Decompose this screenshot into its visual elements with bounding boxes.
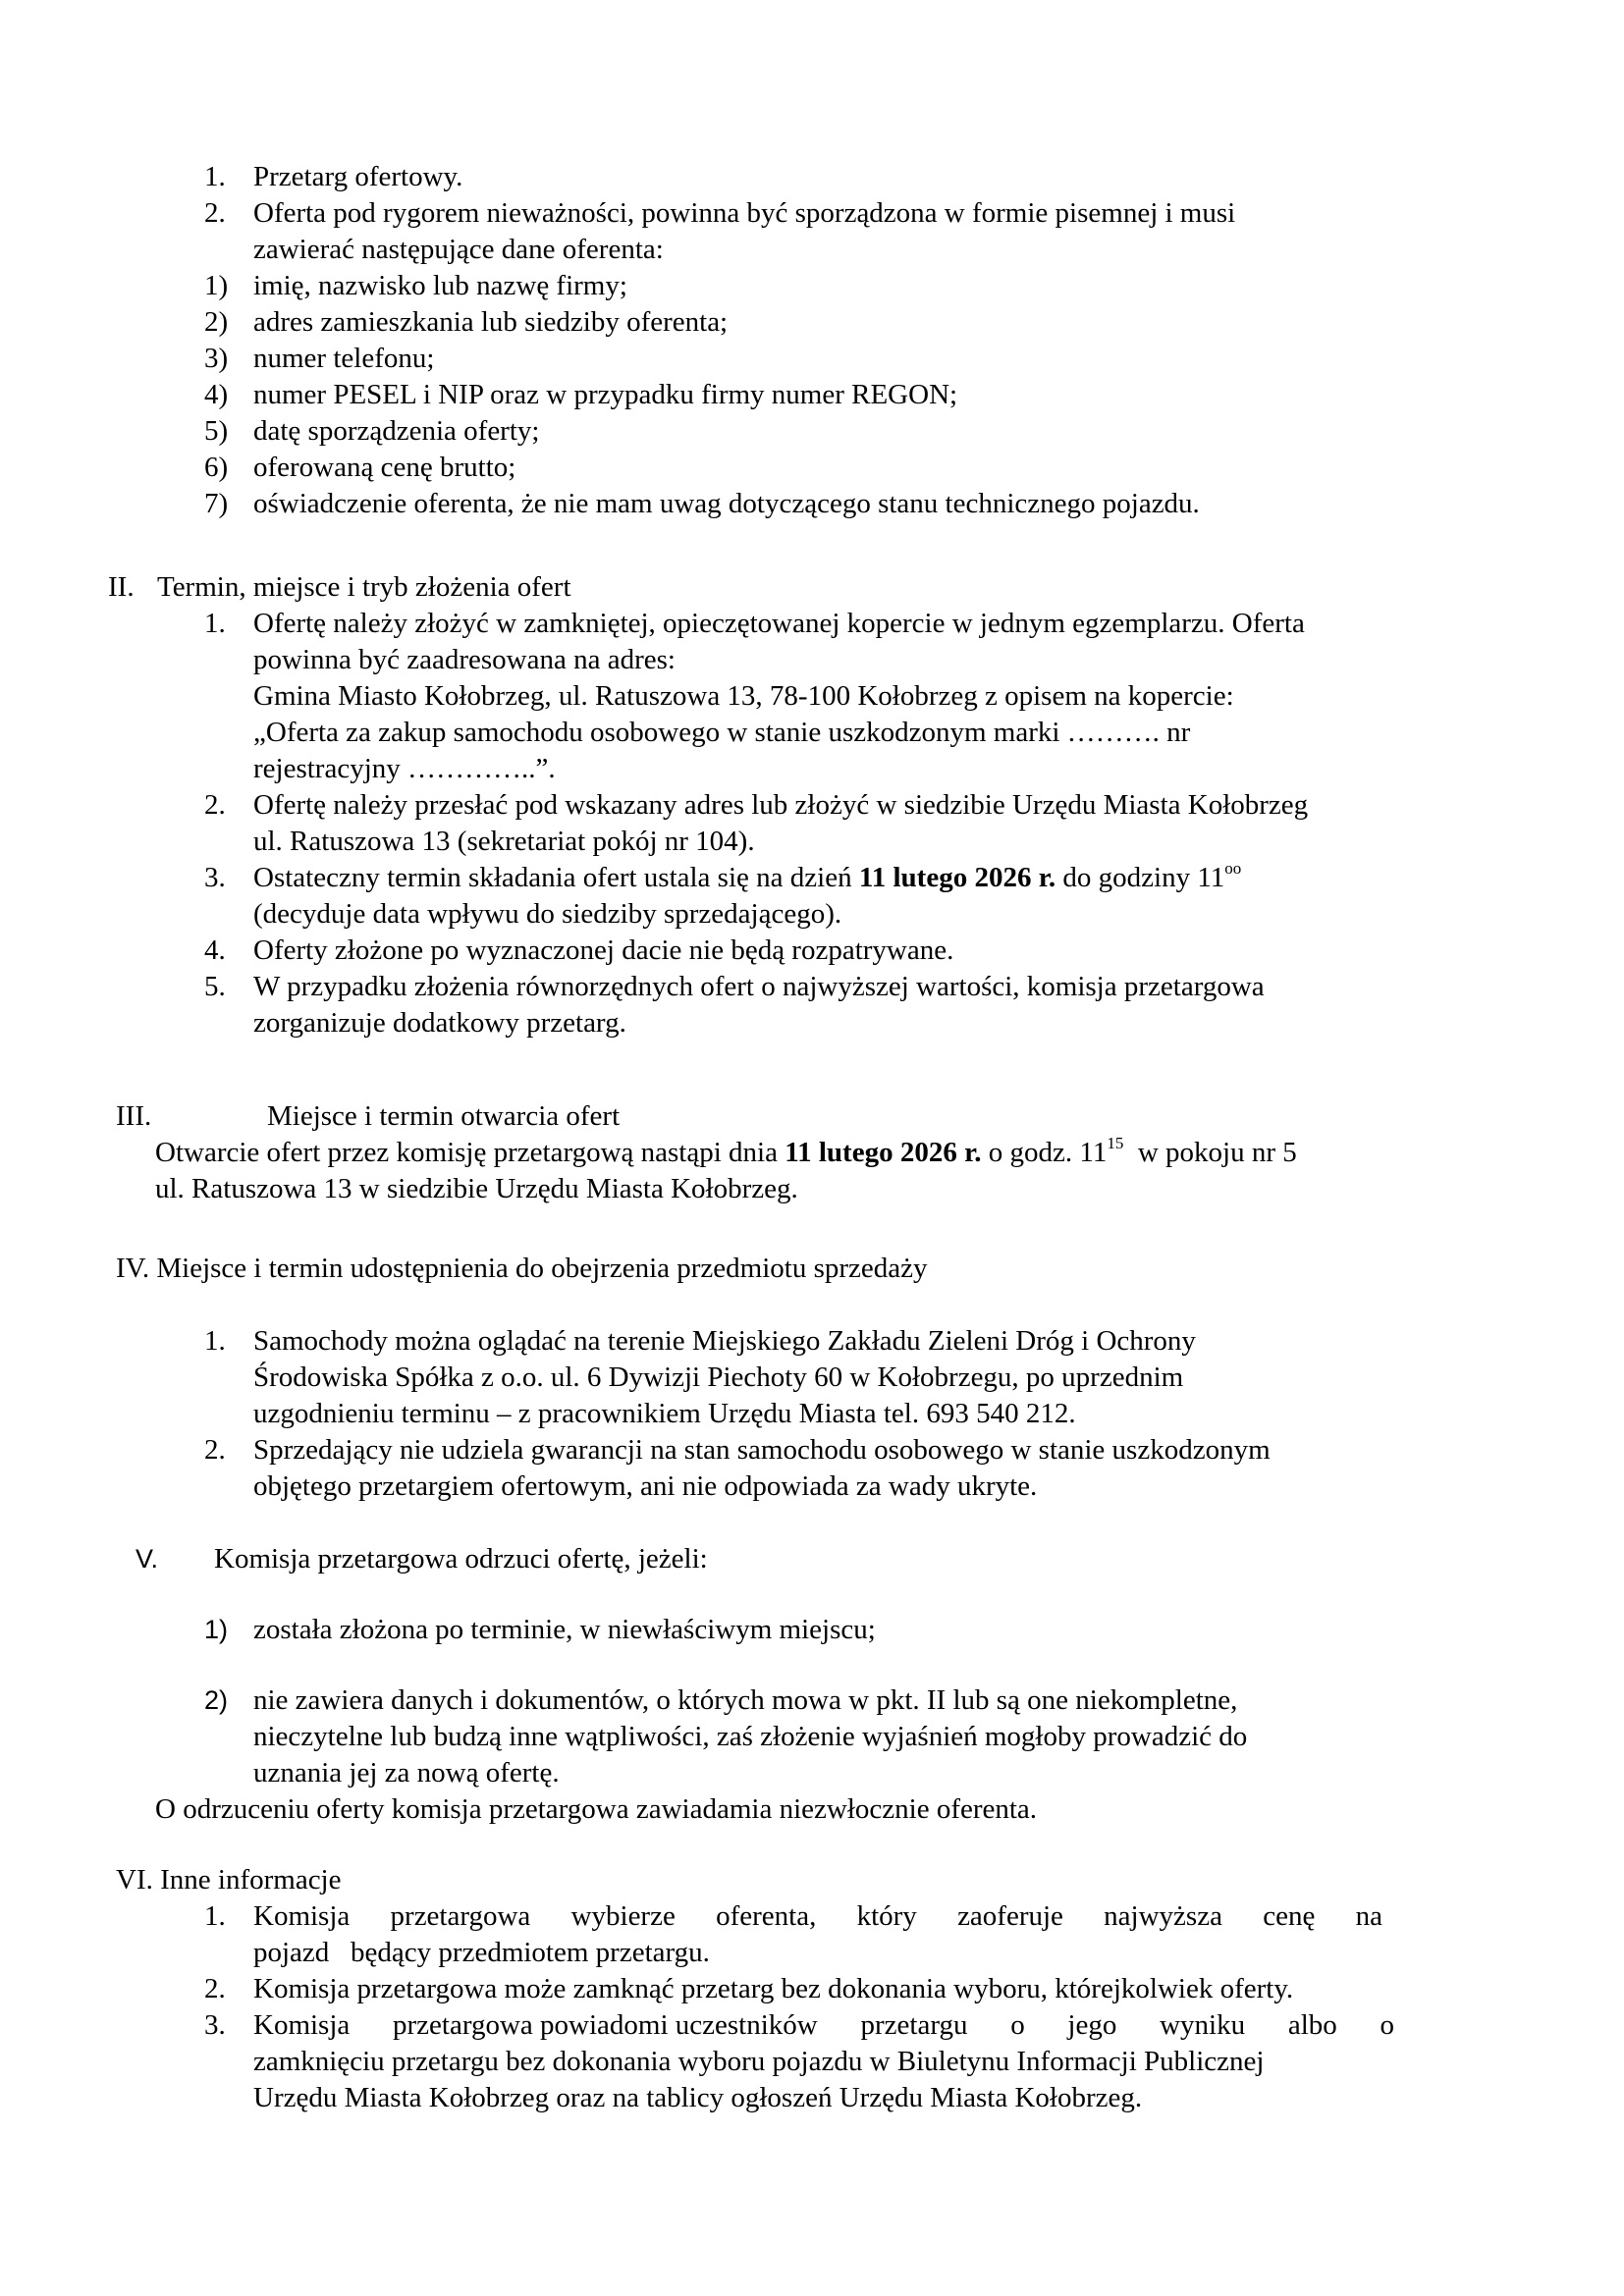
justified-word: Komisja bbox=[253, 1900, 351, 1932]
list-item-justified-line bbox=[253, 1898, 1382, 1935]
sublist-item-text: numer telefonu; bbox=[253, 343, 435, 374]
sublist-item-text: imię, nazwisko lub nazwę firmy; bbox=[253, 270, 627, 301]
list-item-text: zawierać następujące dane oferenta: bbox=[253, 234, 664, 265]
section-heading: Miejsce i termin otwarcia ofert bbox=[267, 1100, 621, 1132]
rejection-notice: O odrzuceniu oferty komisja przetargowa zawiadamia niezwłocznie oferenta. bbox=[155, 1793, 1038, 1825]
list-number: 3. bbox=[204, 862, 226, 893]
sublist-number: 1) bbox=[204, 270, 229, 301]
list-number: 5. bbox=[204, 971, 226, 1002]
justified-word: cenę bbox=[1263, 1900, 1316, 1932]
opening-time-text: o godz. 11 bbox=[981, 1137, 1108, 1168]
list-number: 1. bbox=[204, 1325, 226, 1357]
sublist-item-text: oświadczenie oferenta, że nie mam uwag dotyczącego stanu technicznego pojazdu. bbox=[253, 488, 1200, 519]
list-item-text: Środowiska Spółka z o.o. ul. 6 Dywizji Piechoty 60 w Kołobrzegu, po uprzednim bbox=[253, 1362, 1184, 1393]
sublist-number: 2) bbox=[204, 1685, 229, 1715]
section-numeral: III. bbox=[116, 1100, 152, 1132]
list-number: 2. bbox=[204, 789, 226, 821]
justified-word: na bbox=[1355, 1900, 1382, 1932]
deadline-line bbox=[253, 860, 1241, 896]
list-item-text: Ofertę należy złożyć w zamkniętej, opieczętowanej kopercie w jednym egzemplarzu. Oferta bbox=[253, 608, 1305, 639]
list-item-text: Urzędu Miasta Kołobrzeg oraz na tablicy ogłoszeń Urzędu Miasta Kołobrzeg. bbox=[253, 2082, 1143, 2113]
sublist-item-text: adres zamieszkania lub siedziby oferenta; bbox=[253, 306, 729, 338]
section-heading: Termin, miejsce i tryb złożenia ofert bbox=[157, 571, 571, 603]
list-number: 1. bbox=[204, 608, 226, 639]
sublist-number: 3) bbox=[204, 343, 229, 374]
envelope-label: rejestracyjny …………..”. bbox=[253, 753, 556, 784]
list-item-text: W przypadku złożenia równorzędnych ofert o najwyższej wartości, komisja przetargowa bbox=[253, 971, 1265, 1002]
section-title: Inne informacje bbox=[160, 1864, 342, 1896]
opening-location: ul. Ratuszowa 13 w siedzibie Urzędu Miasta Kołobrzeg. bbox=[155, 1173, 798, 1204]
list-item-justified-line bbox=[253, 2007, 1394, 2044]
list-item-text: Oferta pod rygorem nieważności, powinna być sporządzona w formie pisemnej i musi bbox=[253, 197, 1236, 229]
opening-text: Otwarcie ofert przez komisję przetargową nastąpi dnia bbox=[155, 1137, 785, 1168]
section-title: Miejsce i termin udostępnienia do obejrzenia przedmiotu sprzedaży bbox=[156, 1253, 928, 1284]
list-item-text: Ofertę należy przesłać pod wskazany adres lub złożyć w siedzibie Urzędu Miasta Kołobrzeg bbox=[253, 789, 1309, 821]
sublist-number: 2) bbox=[204, 306, 229, 338]
deadline-text: Ostateczny termin składania ofert ustala się na dzień bbox=[253, 862, 859, 893]
section-numeral: II. bbox=[108, 571, 135, 603]
opening-room: w pokoju nr 5 bbox=[1123, 1137, 1297, 1168]
justified-word: jego bbox=[1067, 2009, 1117, 2041]
list-item-text: Samochody można oglądać na terenie Miejskiego Zakładu Zieleni Dróg i Ochrony bbox=[253, 1325, 1196, 1357]
justified-word: oferenta, bbox=[716, 1900, 817, 1932]
justified-word: wyniku bbox=[1160, 2009, 1246, 2041]
section-numeral: IV. bbox=[116, 1253, 150, 1284]
justified-word: przetargowa powiadomi uczestników bbox=[393, 2009, 818, 2041]
section-numeral: V. bbox=[135, 1544, 159, 1574]
list-item-text: zamknięciu przetargu bez dokonania wyboru pojazdu w Biuletynu Informacji Publicznej bbox=[253, 2046, 1265, 2077]
list-number: 2. bbox=[204, 1434, 226, 1466]
list-item-text: objętego przetargiem ofertowym, ani nie odpowiada za wady ukryte. bbox=[253, 1470, 1038, 1502]
sublist-item-text: oferowaną cenę brutto; bbox=[253, 452, 516, 483]
justified-word: o bbox=[1010, 2009, 1025, 2041]
sublist-number: 6) bbox=[204, 452, 229, 483]
deadline-date: 11 lutego 2026 r. bbox=[858, 862, 1056, 893]
justified-word: przetargu bbox=[860, 2009, 968, 2041]
list-item-text: pojazd będący przedmiotem przetargu. bbox=[253, 1937, 710, 1968]
sublist-number: 7) bbox=[204, 488, 229, 519]
list-item-text: Komisja przetargowa może zamknąć przetarg bez dokonania wyboru, którejkolwiek oferty. bbox=[253, 1973, 1294, 2004]
justified-word: zaoferuje bbox=[957, 1900, 1063, 1932]
list-number: 2. bbox=[204, 197, 226, 229]
list-item-text: ul. Ratuszowa 13 (sekretariat pokój nr 104). bbox=[253, 826, 755, 857]
sublist-number: 1) bbox=[204, 1615, 229, 1644]
justified-word: wybierze bbox=[570, 1900, 676, 1932]
opening-time-minutes: 15 bbox=[1107, 1134, 1124, 1153]
opening-date: 11 lutego 2026 r. bbox=[785, 1137, 982, 1168]
justified-word: albo bbox=[1287, 2009, 1337, 2041]
list-item-text: (decyduje data wpływu do siedziby sprzedającego). bbox=[253, 898, 842, 930]
list-number: 1. bbox=[204, 1900, 226, 1932]
section-numeral: VI. bbox=[116, 1864, 153, 1896]
list-number: 3. bbox=[204, 2009, 226, 2041]
list-item-text: zorganizuje dodatkowy przetarg. bbox=[253, 1007, 626, 1039]
sublist-item-text: nieczytelne lub budzą inne wątpliwości, zaś złożenie wyjaśnień mogłoby prowadzić do bbox=[253, 1721, 1248, 1752]
justified-word: Komisja bbox=[253, 2009, 351, 2041]
sublist-item-text: została złożona po terminie, w niewłaściwym miejscu; bbox=[253, 1614, 876, 1645]
address-line: Gmina Miasto Kołobrzeg, ul. Ratuszowa 13, 78-100 Kołobrzeg z opisem na kopercie: bbox=[253, 680, 1234, 712]
justified-word: o bbox=[1380, 2009, 1394, 2041]
list-number: 2. bbox=[204, 1973, 226, 2004]
list-item-text: Sprzedający nie udziela gwarancji na stan samochodu osobowego w stanie uszkodzonym bbox=[253, 1434, 1271, 1466]
section-heading: Komisja przetargowa odrzuci ofertę, jeżeli: bbox=[214, 1543, 708, 1575]
section-heading bbox=[116, 1251, 928, 1287]
justified-word: który bbox=[856, 1900, 917, 1932]
sublist-item-text: numer PESEL i NIP oraz w przypadku firmy numer REGON; bbox=[253, 379, 958, 410]
contact-line: uzgodnieniu terminu – z pracownikiem Urzędu Miasta tel. 693 540 212. bbox=[253, 1398, 1076, 1429]
sublist-item-text: datę sporządzenia oferty; bbox=[253, 415, 540, 447]
sublist-item-text: nie zawiera danych i dokumentów, o których mowa w pkt. II lub są one niekompletne, bbox=[253, 1684, 1238, 1716]
opening-line bbox=[155, 1135, 1297, 1171]
envelope-label: „Oferta za zakup samochodu osobowego w stanie uszkodzonym marki ………. nr bbox=[253, 717, 1191, 748]
list-item-text: Oferty złożone po wyznaczonej dacie nie będą rozpatrywane. bbox=[253, 934, 954, 966]
section-heading bbox=[116, 1862, 342, 1898]
deadline-time-minutes: oo bbox=[1224, 859, 1242, 879]
list-item-text: Przetarg ofertowy. bbox=[253, 161, 463, 192]
justified-word: najwyższa bbox=[1104, 1900, 1222, 1932]
list-item-text: powinna być zaadresowana na adres: bbox=[253, 644, 676, 675]
sublist-number: 4) bbox=[204, 379, 229, 410]
list-number: 1. bbox=[204, 161, 226, 192]
sublist-item-text: uznania jej za nową ofertę. bbox=[253, 1757, 560, 1789]
deadline-time-text: do godziny 11 bbox=[1056, 862, 1225, 893]
list-number: 4. bbox=[204, 934, 226, 966]
justified-word: przetargowa bbox=[390, 1900, 531, 1932]
sublist-number: 5) bbox=[204, 415, 229, 447]
